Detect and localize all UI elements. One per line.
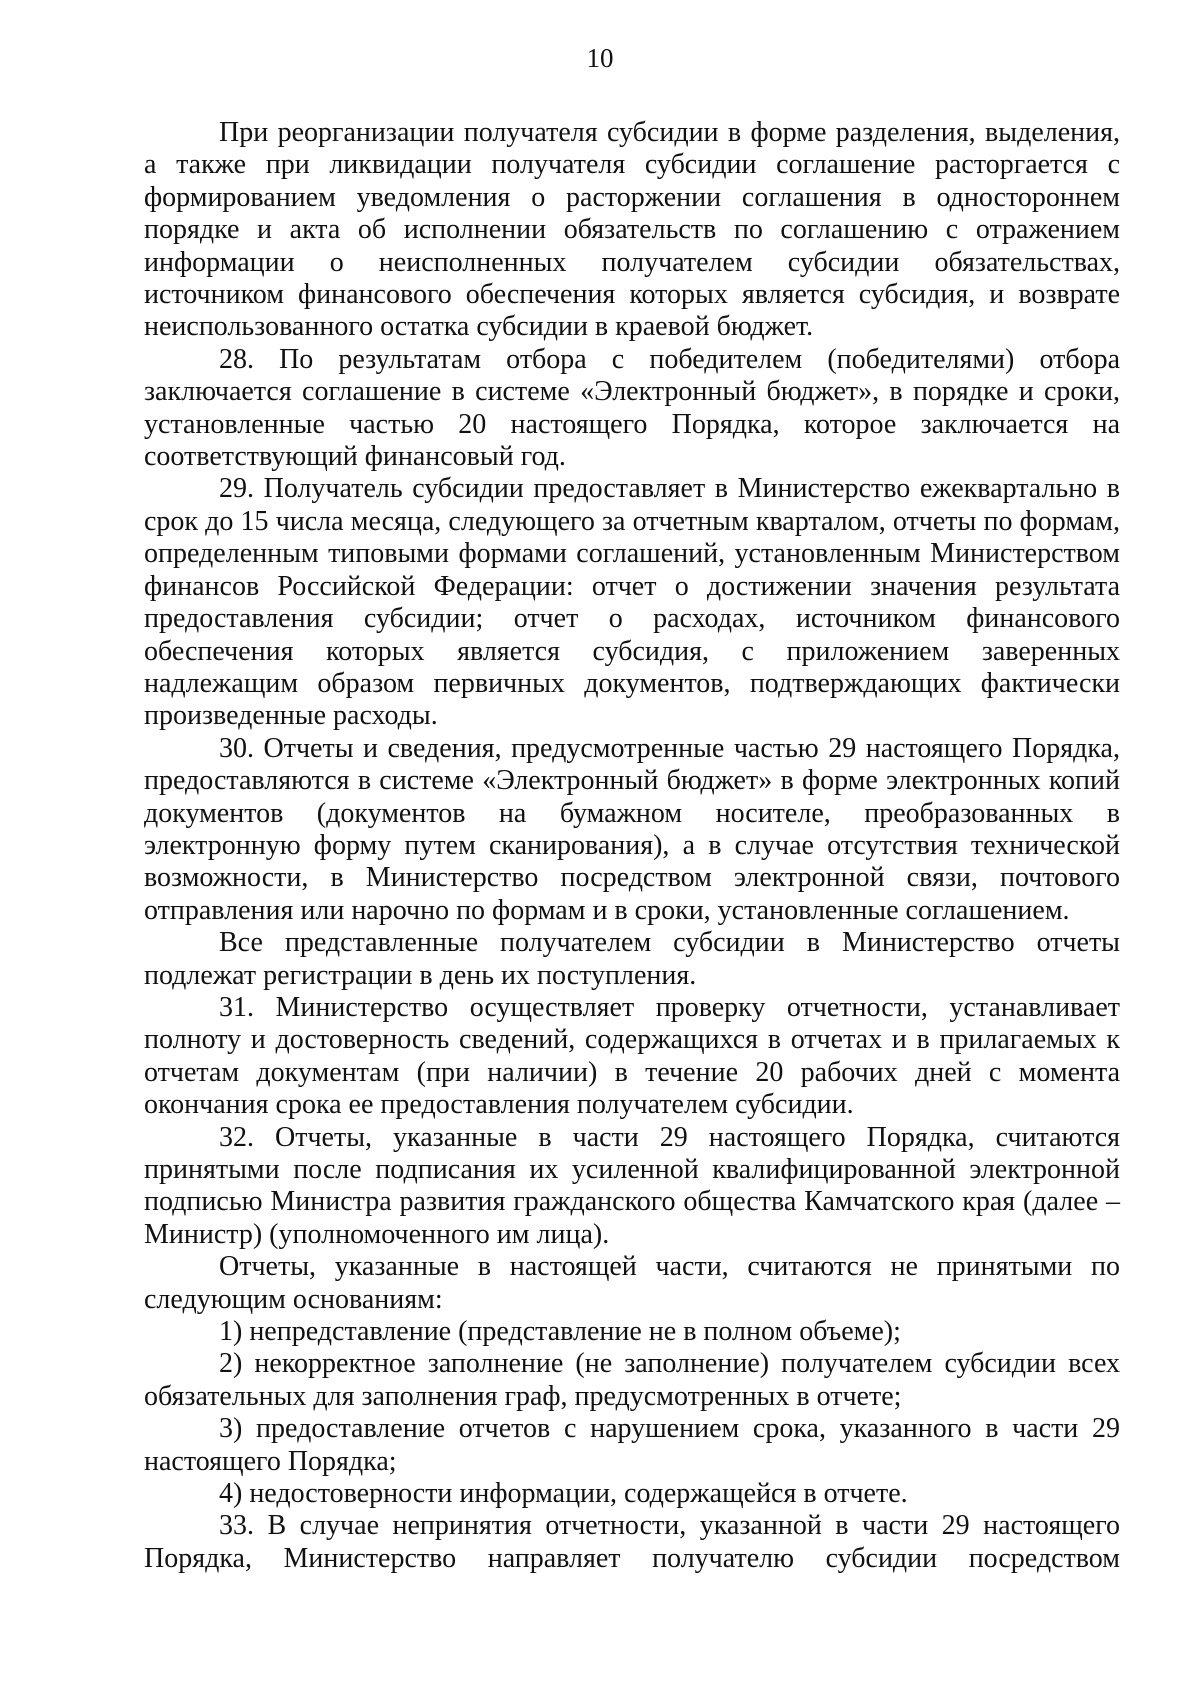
paragraph-31: 31. Министерство осуществляет проверку отчетности, устанавливает полноту и достоверность сведений, содержащихся в отчетах и в прилагаемых к отчетам документам (при наличии) в течение 20 рабочих дней с момента окончания срока ее предоставления получателем субсидии. — [144, 991, 1120, 1121]
page-number: 10 — [586, 43, 614, 73]
paragraph-32: 32. Отчеты, указанные в части 29 настоящего Порядка, считаются принятыми после подписания их усиленной квалифицированной электронной подписью Министра развития гражданского общества Камчатского края (далее – Министр) (уполномоченного им лица). — [144, 1121, 1120, 1250]
list-item-2: 2) некорректное заполнение (не заполнение) получателем субсидии всех обязательных для заполнения граф, предусмотренных в отчете; — [144, 1348, 1120, 1412]
paragraph-reports-registration: Все представленные получателем субсидии в Министерство отчеты подлежат регистрации в день их поступления. — [144, 927, 1120, 991]
paragraph-30: 30. Отчеты и сведения, предусмотренные частью 29 настоящего Порядка, предоставляются в системе «Электронный бюджет» в форме электронных копий документов (документов на бумажном носителе, преобразованных в электронную форму путем сканирования), а в случае отсутствия технической возможности, в Министерство посредством электронной связи, почтового отправления или нарочно по формам и в сроки, установленные соглашением. — [144, 732, 1120, 926]
paragraph-reorganization: При реорганизации получателя субсидии в форме разделения, выделения, а также при ликвидации получателя субсидии соглашение расторгается с формированием уведомления о расторжении соглашения в одностороннем порядке и акта об исполнении обязательств по соглашению с отражением информации о неисполненных получателем субсидии обязательствах, источником финансового обеспечения которых является субсидия, и возврате неиспользованного остатка субсидии в краевой бюджет. — [144, 117, 1120, 343]
list-item-1: 1) непредставление (представление не в полном объеме); — [219, 1316, 901, 1348]
paragraph-28: 28. По результатам отбора с победителем (победителями) отбора заключается соглашение в системе «Электронный бюджет», в порядке и сроки, установленные частью 20 настоящего Порядка, которое заключается на соответствующий финансовый год. — [144, 343, 1120, 473]
list-item-4: 4) недостоверности информации, содержащейся в отчете. — [219, 1478, 908, 1510]
paragraph-not-accepted-intro: Отчеты, указанные в настоящей части, считаются не принятыми по следующим основаниям: — [144, 1251, 1120, 1315]
list-item-3: 3) предоставление отчетов с нарушением срока, указанного в части 29 настоящего Порядка; — [144, 1413, 1120, 1477]
document-body — [144, 117, 1120, 1575]
paragraph-33: 33. В случае непринятия отчетности, указанной в части 29 настоящего Порядка, Министерство направляет получателю субсидии посредством — [144, 1510, 1120, 1574]
paragraph-29: 29. Получатель субсидии предоставляет в Министерство ежеквартально в срок до 15 числа месяца, следующего за отчетным кварталом, отчеты по формам, определенным типовыми формами соглашений, установленным Министерством финансов Российской Федерации: отчет о достижении значения результата предоставления субсидии; отчет о расходах, источником финансового обеспечения которых является субсидия, с приложением заверенных надлежащим образом первичных документов, подтверждающих фактически произведенные расходы. — [144, 473, 1120, 732]
